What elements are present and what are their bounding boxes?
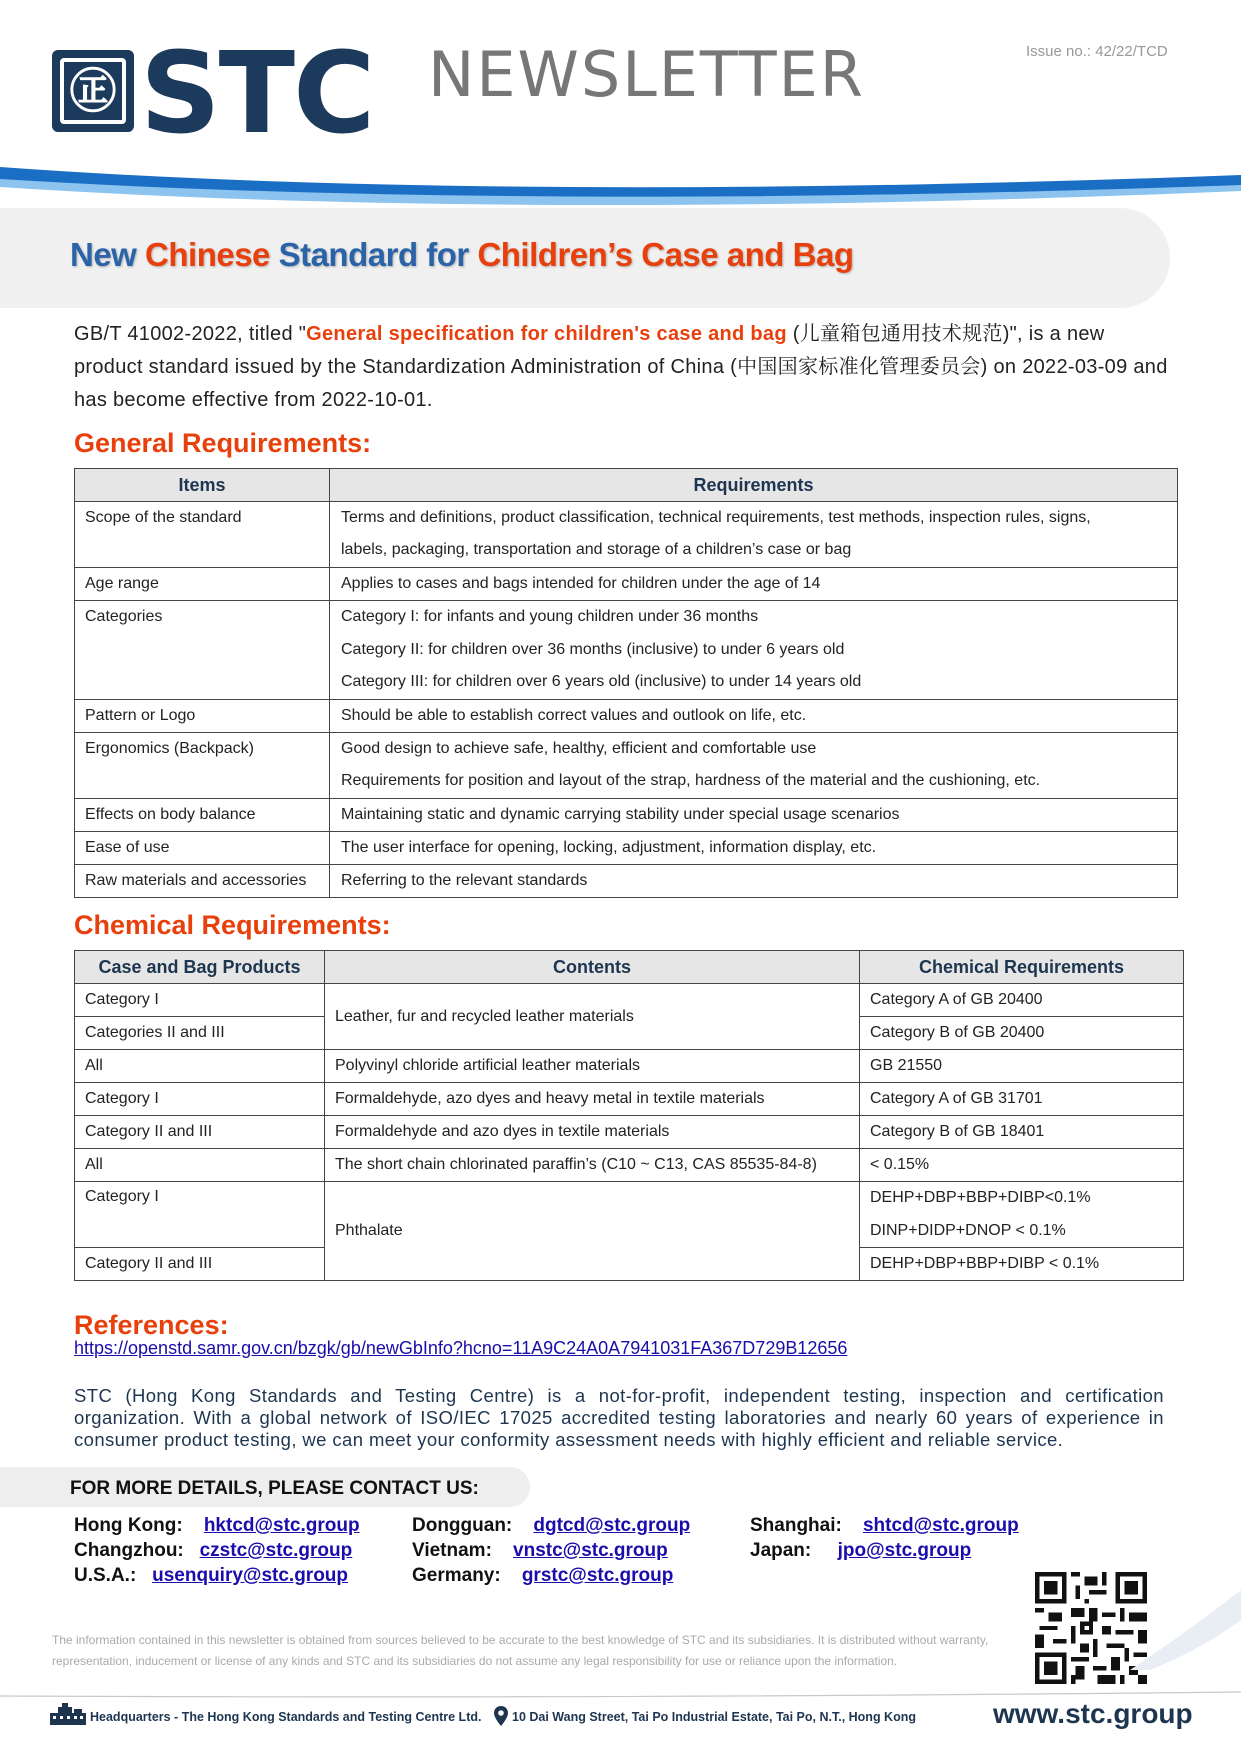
contact-dongguan: [412, 1515, 690, 1537]
email-link-japan[interactable]: jpo@stc.group: [837, 1540, 972, 1561]
chemical-cell: DEHP+DBP+BBP+DIBP < 0.1%: [860, 1248, 1184, 1281]
general-requirements-heading: General Requirements:: [74, 428, 372, 458]
contact-vietnam: [412, 1540, 668, 1562]
intro-highlight: General specification for children's case and bag: [306, 323, 787, 345]
requirement-line: Should be able to establish correct values and outlook on life, etc.: [341, 707, 807, 724]
general-requirements-table: [74, 468, 1178, 898]
column-header-contents: Contents: [325, 951, 860, 984]
requirement-line: The user interface for opening, locking, adjustment, information display, etc.: [341, 839, 877, 856]
address-text: 10 Dai Wang Street, Tai Po Industrial Estate, Tai Po, N.T., Hong Kong: [512, 1710, 916, 1724]
chemical-cell: Category B of GB 18401: [860, 1116, 1184, 1149]
chemical-cell: [860, 1182, 1184, 1248]
contact-hong-kong: [74, 1515, 360, 1537]
email-link-dongguan[interactable]: dgtcd@stc.group: [533, 1515, 691, 1536]
table-row: [75, 799, 1178, 832]
email-link-vietnam[interactable]: vnstc@stc.group: [513, 1540, 668, 1561]
email-link-hong-kong[interactable]: hktcd@stc.group: [203, 1515, 360, 1536]
requirement-cell: [330, 601, 1178, 700]
requirement-cell: [330, 502, 1178, 568]
title-part-4: Children’s Case and Bag: [477, 236, 854, 273]
chemical-requirements-table: [74, 950, 1184, 1281]
product-cell: All: [75, 1149, 325, 1182]
contact-label: Changzhou:: [74, 1540, 184, 1561]
requirement-line: Category I: for infants and young children under 36 months: [341, 608, 759, 625]
contents-cell: Leather, fur and recycled leather materials: [325, 984, 860, 1050]
intro-text-1: GB/T 41002-2022, titled ": [74, 323, 307, 345]
stc-logo-text: STC: [140, 29, 374, 159]
headquarters-text: Headquarters - The Hong Kong Standards and Testing Centre Ltd.: [90, 1710, 482, 1724]
logo-symbol: ㊣: [60, 58, 126, 124]
stc-logo-mark: [52, 50, 134, 132]
issue-number: Issue no.: 42/22/TCD: [1026, 43, 1168, 60]
item-cell: Age range: [75, 568, 330, 601]
contact-title: FOR MORE DETAILS, PLEASE CONTACT US:: [70, 1478, 479, 1499]
item-cell: Scope of the standard: [75, 502, 330, 568]
requirement-line: Category III: for children over 6 years old (inclusive) to under 14 years old: [341, 673, 862, 690]
contact-changzhou: [74, 1540, 352, 1562]
page-title: [70, 236, 853, 274]
table-row: [75, 1149, 1184, 1182]
references-heading: References:: [74, 1310, 229, 1340]
product-cell: All: [75, 1050, 325, 1083]
headquarters-building-icon: [50, 1703, 86, 1725]
intro-text-2: (儿童箱包通用技术规范)", is a new product standard issued by the Standardization Administration of China (中国国家标准化管理委员会) on 2022-03-09 and has become effective from 2022-10-01.: [74, 323, 1168, 411]
disclaimer-text: The information contained in this newsletter is obtained from sources believed to be accurate to the best knowledge of STC and its subsidiaries. It is distributed without warranty, representation, inducement or license of any kinds and STC and its subsidiaries do not assume any legal responsibility for use or reliance upon the information.: [52, 1633, 989, 1668]
product-cell: Categories II and III: [75, 1017, 325, 1050]
newsletter-title: NEWSLETTER: [428, 38, 865, 111]
title-part-2: Chinese: [145, 236, 270, 273]
contact-label: Germany:: [412, 1565, 501, 1586]
requirement-line: Maintaining static and dynamic carrying stability under special usage scenarios: [341, 806, 900, 823]
table-row: [75, 1083, 1184, 1116]
column-header-products: Case and Bag Products: [75, 951, 325, 984]
contact-shanghai: [750, 1515, 1019, 1537]
contents-cell: The short chain chlorinated paraffin’s (C10 ~ C13, CAS 85535-84-8): [325, 1149, 860, 1182]
email-link-germany[interactable]: grstc@stc.group: [521, 1565, 674, 1586]
about-stc-paragraph: STC (Hong Kong Standards and Testing Centre) is a not-for-profit, independent testing, inspection and certification organization. With a global network of ISO/IEC 17025 accredited testing laboratories and nearly 60 years of experience in consumer product testing, we can meet your conformity assessment needs with highly efficient and reliable service.: [74, 1385, 1164, 1450]
contents-cell: Formaldehyde and azo dyes in textile materials: [325, 1116, 860, 1149]
email-link-shanghai[interactable]: shtcd@stc.group: [862, 1515, 1019, 1536]
column-header-items: Items: [75, 469, 330, 502]
contents-cell: Phthalate: [325, 1182, 860, 1281]
contact-label: Hong Kong:: [74, 1515, 183, 1536]
requirement-line: Terms and definitions, product classification, technical requirements, test methods, inspection rules, signs,: [341, 509, 1091, 526]
chemical-requirements-heading: Chemical Requirements:: [74, 910, 391, 940]
product-cell: Category II and III: [75, 1116, 325, 1149]
item-cell: Pattern or Logo: [75, 700, 330, 733]
contact-label: Shanghai:: [750, 1515, 842, 1536]
title-part-1: New: [70, 236, 146, 273]
title-part-3: Standard for: [269, 236, 478, 273]
table-row: [75, 601, 1178, 700]
contact-japan: [750, 1540, 971, 1562]
product-cell: Category I: [75, 1083, 325, 1116]
requirement-line: Category II: for children over 36 months (inclusive) to under 6 years old: [341, 641, 845, 658]
requirement-cell: [330, 733, 1178, 799]
item-cell: Effects on body balance: [75, 799, 330, 832]
column-header-requirements: Requirements: [330, 469, 1178, 502]
item-cell: Raw materials and accessories: [75, 865, 330, 898]
table-row: [75, 568, 1178, 601]
product-cell: Category I: [75, 1182, 325, 1248]
contact-label: Vietnam:: [412, 1540, 492, 1561]
table-row: [75, 832, 1178, 865]
email-link-usa[interactable]: usenquiry@stc.group: [152, 1565, 349, 1586]
footer-swoosh-decoration: [1130, 1590, 1241, 1670]
item-cell: Categories: [75, 601, 330, 700]
table-row: [75, 733, 1178, 799]
chemical-cell: Category B of GB 20400: [860, 1017, 1184, 1050]
requirement-line: Requirements for position and layout of the strap, hardness of the material and the cushioning, etc.: [341, 772, 1041, 789]
table-row: [75, 1116, 1184, 1149]
chemical-line: DINP+DIDP+DNOP < 0.1%: [870, 1222, 1066, 1239]
table-row: [75, 1050, 1184, 1083]
chemical-cell: Category A of GB 20400: [860, 984, 1184, 1017]
contact-label: U.S.A.:: [74, 1565, 137, 1586]
chemical-cell: < 0.15%: [860, 1149, 1184, 1182]
requirement-cell: [330, 799, 1178, 832]
intro-paragraph: [74, 318, 1174, 417]
requirement-cell: [330, 832, 1178, 865]
table-row: [75, 502, 1178, 568]
contact-label: Dongguan:: [412, 1515, 513, 1536]
contents-cell: Polyvinyl chloride artificial leather materials: [325, 1050, 860, 1083]
item-cell: Ease of use: [75, 832, 330, 865]
table-row: [75, 865, 1178, 898]
chemical-cell: GB 21550: [860, 1050, 1184, 1083]
requirement-cell: [330, 568, 1178, 601]
contact-usa: [74, 1565, 348, 1587]
chemical-cell: Category A of GB 31701: [860, 1083, 1184, 1116]
table-header-row: [75, 951, 1184, 984]
website-link[interactable]: www.stc.group: [993, 1698, 1193, 1729]
requirement-cell: [330, 700, 1178, 733]
requirement-line: Referring to the relevant standards: [341, 872, 588, 889]
reference-link[interactable]: https://openstd.samr.gov.cn/bzgk/gb/newGbInfo?hcno=11A9C24A0A7941031FA367D729B12656: [74, 1338, 848, 1358]
product-cell: Category I: [75, 984, 325, 1017]
requirement-line: Good design to achieve safe, healthy, efficient and comfortable use: [341, 740, 817, 757]
table-header-row: [75, 469, 1178, 502]
column-header-chemical: Chemical Requirements: [860, 951, 1184, 984]
table-row: [75, 700, 1178, 733]
requirement-cell: [330, 865, 1178, 898]
requirement-line: Applies to cases and bags intended for children under the age of 14: [341, 575, 821, 592]
location-pin-icon: [494, 1706, 508, 1726]
header-swoosh-decoration: [0, 145, 1241, 205]
contents-cell: Formaldehyde, azo dyes and heavy metal in textile materials: [325, 1083, 860, 1116]
contact-germany: [412, 1565, 673, 1587]
chemical-line: DEHP+DBP+BBP+DIBP<0.1%: [870, 1189, 1091, 1206]
table-row: [75, 984, 1184, 1017]
item-cell: Ergonomics (Backpack): [75, 733, 330, 799]
table-row: [75, 1182, 1184, 1248]
contact-label: Japan:: [750, 1540, 812, 1561]
requirement-line: labels, packaging, transportation and storage of a children’s case or bag: [341, 541, 852, 558]
product-cell: Category II and III: [75, 1248, 325, 1281]
email-link-changzhou[interactable]: czstc@stc.group: [199, 1540, 353, 1561]
